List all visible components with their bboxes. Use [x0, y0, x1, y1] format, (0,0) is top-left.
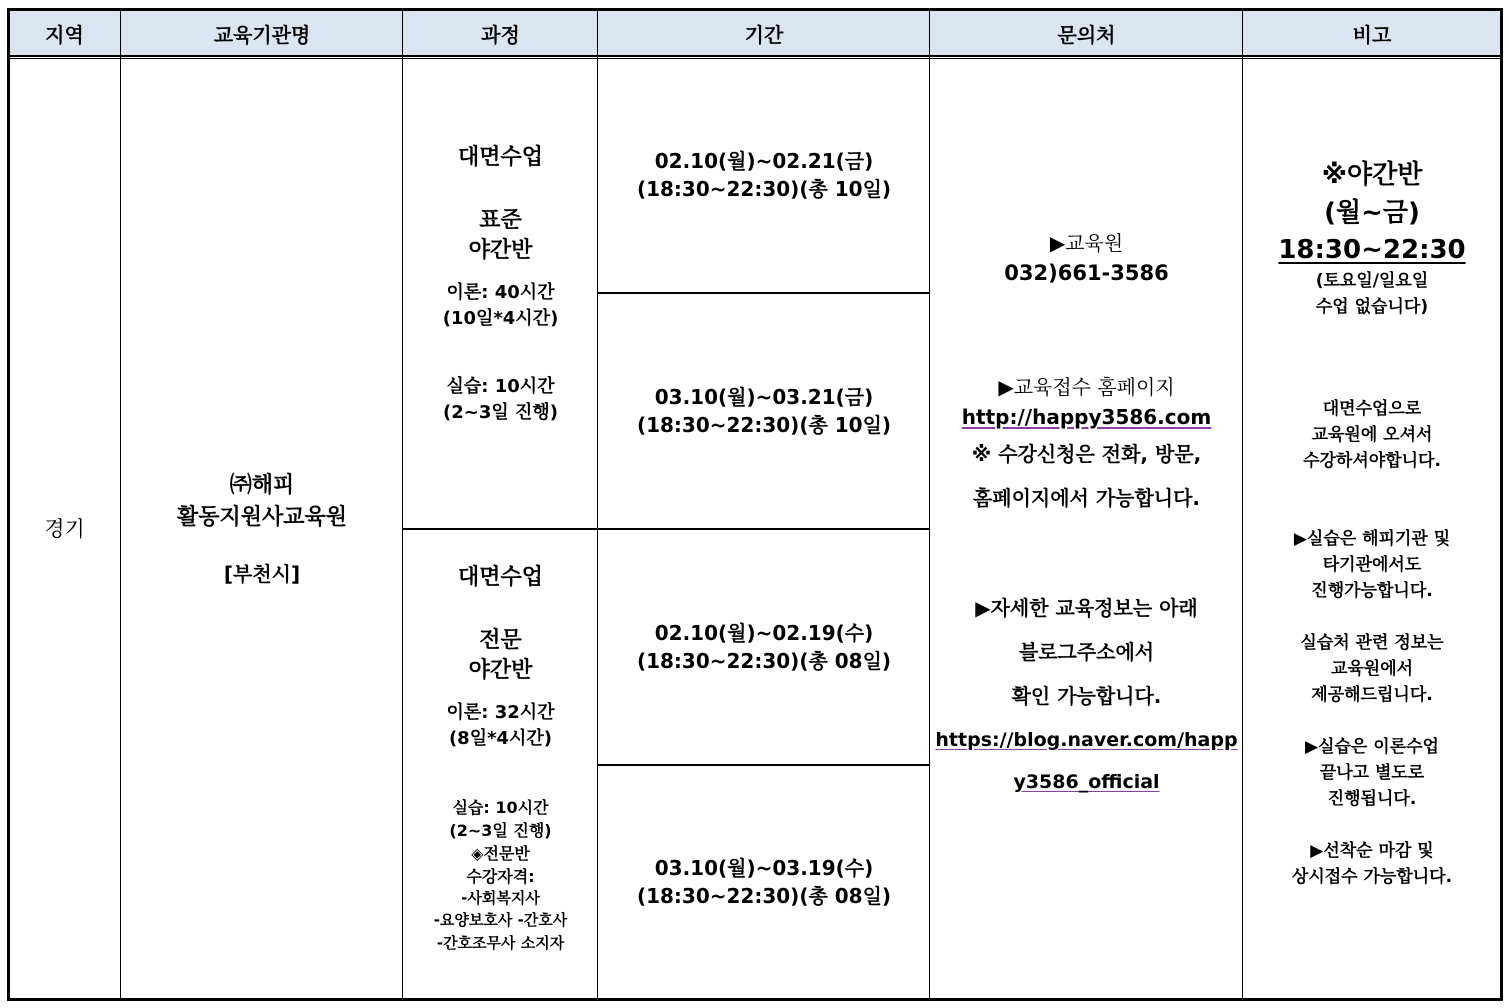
institution-cell — [121, 470, 403, 590]
course-practice-detail: (2~3일 진행) — [449, 821, 552, 840]
course-expert — [403, 560, 598, 955]
homepage-link[interactable]: http://happy3586.com — [961, 405, 1212, 429]
blog-note: ▶자세한 교육정보는 아래 — [975, 596, 1198, 620]
blog-note: 확인 가능합니다. — [1011, 684, 1162, 708]
course-practice: 실습: 10시간 — [446, 376, 555, 397]
info-note: 제공해드립니다. — [1311, 685, 1433, 705]
period-hours: (18:30~22:30)(총 10일) — [636, 413, 892, 437]
course-mode: 대면수업 — [457, 145, 543, 170]
night-class: ※야간반 — [1321, 160, 1423, 190]
blog-link[interactable]: https://blog.naver.com/happ — [935, 729, 1238, 751]
course-theory-detail: (8일*4시간) — [448, 728, 553, 749]
contact-cell — [930, 228, 1243, 802]
course-type: 표준 — [479, 208, 522, 233]
table-border-bottom — [7, 998, 1503, 1001]
institution-name-1: ㈜해피 — [229, 473, 295, 498]
separate-note: ▶실습은 이론수업 — [1305, 737, 1439, 757]
first-come-note: 상시접수 가능합니다. — [1291, 867, 1453, 887]
qualification-label: 수강자격: — [466, 867, 535, 886]
info-note: 실습처 관련 정보는 — [1300, 633, 1444, 653]
period-hours: (18:30~22:30)(총 10일) — [636, 177, 892, 201]
visit-note: 대면수업으로 — [1322, 399, 1422, 419]
apply-note: 홈페이지에서 가능합니다. — [972, 486, 1201, 510]
course-theory: 이론: 32시간 — [446, 702, 555, 723]
course-theory-detail: (10일*4시간) — [442, 308, 559, 329]
apply-note: ※ 수강신청은 전화, 방문, — [971, 442, 1202, 466]
office-label: ▶교육원 — [1049, 231, 1124, 255]
qualification-item: -사회복지사 — [461, 889, 540, 907]
header-remarks: 비고 — [1352, 22, 1392, 47]
header-institution: 교육기관명 — [213, 22, 311, 47]
weekend-note: 수업 없습니다) — [1315, 297, 1429, 317]
course-theory: 이론: 40시간 — [446, 282, 555, 303]
period-hours: (18:30~22:30)(총 08일) — [636, 884, 892, 908]
night-time: 18:30~22:30 — [1278, 235, 1466, 265]
visit-note: 교육원에 오셔서 — [1311, 425, 1433, 445]
region-text: 경기 — [44, 517, 85, 541]
remarks-cell — [1243, 156, 1501, 890]
qualification-item: -요양보호사 -간호사 — [433, 911, 568, 929]
info-note: 교육원에서 — [1330, 659, 1414, 679]
period-dates: 03.10(월)~03.19(수) — [654, 856, 874, 880]
first-come-note: ▶선착순 마감 및 — [1310, 841, 1434, 861]
course-standard — [403, 140, 598, 426]
table-border-top — [7, 8, 1503, 11]
institution-name-2: 활동지원사교육원 — [176, 505, 348, 530]
header-course: 과정 — [481, 22, 520, 47]
period-hours: (18:30~22:30)(총 08일) — [636, 649, 892, 673]
period-row — [598, 530, 930, 764]
institution-city: [부천시] — [223, 562, 301, 586]
course-practice: 실습: 10시간 — [452, 798, 549, 817]
homepage-label: ▶교육접수 홈페이지 — [998, 375, 1175, 399]
period-dates: 02.10(월)~02.19(수) — [654, 621, 874, 645]
practice-note: 타기관에서도 — [1322, 555, 1422, 575]
separate-note: 끝나고 별도로 — [1319, 763, 1425, 783]
period-row — [598, 294, 930, 528]
course-type-night: 야간반 — [468, 658, 533, 683]
blog-note: 블로그주소에서 — [1018, 640, 1155, 664]
course-type: 전문 — [479, 628, 522, 653]
office-phone: 032)661-3586 — [1004, 261, 1169, 285]
qualification-title: ◈전문반 — [471, 844, 530, 863]
period-row — [598, 58, 930, 292]
course-type-night: 야간반 — [468, 238, 533, 263]
practice-note: 진행가능합니다. — [1311, 581, 1433, 601]
header-divider — [7, 55, 1503, 57]
course-practice-detail: (2~3일 진행) — [442, 402, 558, 423]
period-dates: 02.10(월)~02.21(금) — [654, 149, 874, 173]
weekend-note: (토요일/일요일 — [1315, 271, 1429, 291]
period-row — [598, 766, 930, 998]
period-dates: 03.10(월)~03.21(금) — [654, 385, 874, 409]
separate-note: 진행됩니다. — [1327, 789, 1417, 809]
header-period: 기간 — [744, 22, 784, 47]
blog-link[interactable]: y3586_official — [1013, 771, 1160, 793]
visit-note: 수강하셔야합니다. — [1303, 451, 1441, 471]
header-region: 지역 — [45, 22, 84, 47]
region-cell — [8, 58, 121, 998]
header-contact: 문의처 — [1057, 22, 1116, 47]
course-mode: 대면수업 — [457, 565, 543, 590]
practice-note: ▶실습은 해피기관 및 — [1293, 529, 1451, 549]
qualification-item: -간호조무사 소지자 — [436, 934, 565, 952]
night-days: (월~금) — [1324, 198, 1420, 228]
